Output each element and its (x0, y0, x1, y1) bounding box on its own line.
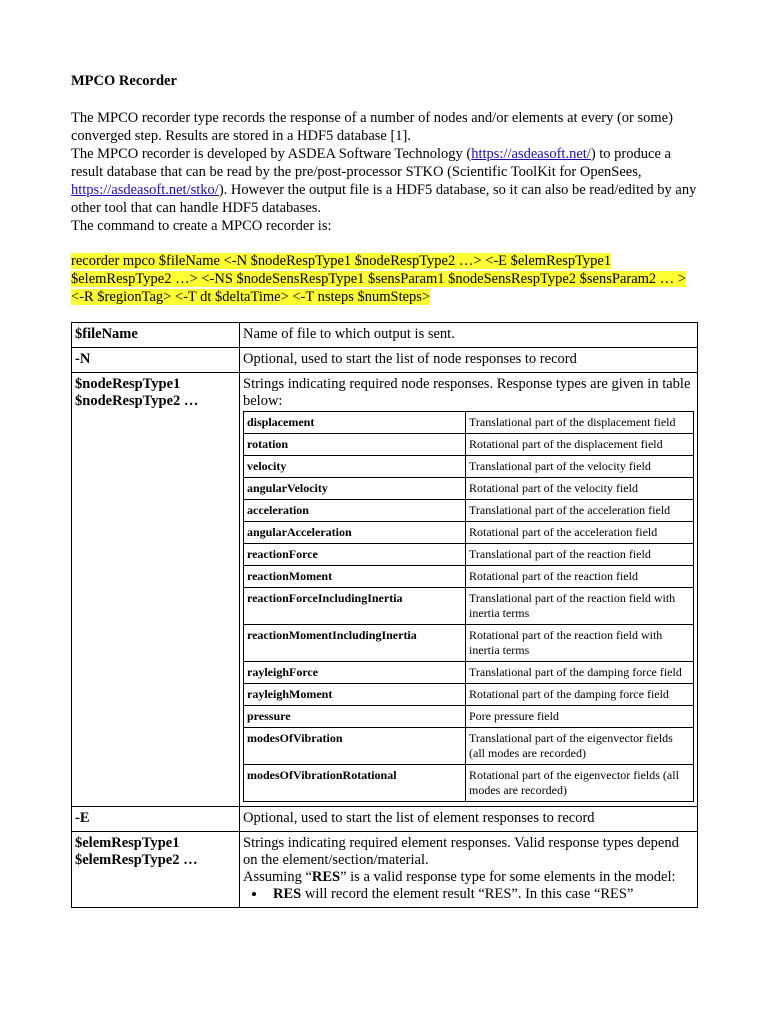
node-response-row (244, 728, 694, 765)
node-response-desc: Rotational part of the acceleration field (466, 522, 694, 544)
node-response-desc: Translational part of the acceleration field (466, 500, 694, 522)
table-row (72, 348, 698, 373)
node-response-desc: Translational part of the reaction field with inertia terms (466, 588, 694, 625)
node-response-name: modesOfVibrationRotational (244, 765, 466, 802)
table-row (72, 807, 698, 832)
intro-text (71, 109, 699, 235)
arg-desc-text: Strings indicating required node responses. Response types are given in table below: (243, 376, 691, 409)
node-response-desc: Rotational part of the reaction field (466, 566, 694, 588)
arg-name (72, 832, 240, 908)
node-response-row (244, 456, 694, 478)
intro-paragraph-3: The command to create a MPCO recorder is: (71, 218, 332, 234)
node-response-row (244, 522, 694, 544)
node-response-name: modesOfVibration (244, 728, 466, 765)
intro-text-fragment: The MPCO recorder is developed by ASDEA Software Technology ( (71, 146, 472, 162)
arg-name-line: $elemRespType1 (75, 835, 180, 851)
arg-desc: Name of file to which output is sent. (240, 323, 698, 348)
page-title: MPCO Recorder (71, 73, 177, 89)
node-response-name: reactionMomentIncludingInertia (244, 625, 466, 662)
table-row (72, 832, 698, 908)
command-syntax (71, 252, 699, 306)
arg-desc: Optional, used to start the list of node responses to record (240, 348, 698, 373)
intro-paragraph-2 (71, 145, 699, 217)
asdea-link[interactable]: https://asdeasoft.net/ (471, 146, 591, 162)
node-response-name: velocity (244, 456, 466, 478)
node-response-row (244, 566, 694, 588)
node-response-row (244, 412, 694, 434)
arg-name-line: $nodeRespType1 (75, 376, 181, 392)
node-response-desc: Rotational part of the eigenvector fields (all modes are recorded) (466, 765, 694, 802)
table-row (72, 323, 698, 348)
node-response-name: rayleighForce (244, 662, 466, 684)
list-item (267, 886, 694, 903)
node-response-row (244, 662, 694, 684)
node-response-desc: Translational part of the displacement field (466, 412, 694, 434)
arg-name: $fileName (72, 323, 240, 348)
node-response-name: rayleighMoment (244, 684, 466, 706)
text-fragment: will record the element result “RES”. In this case “RES” (301, 886, 634, 902)
arg-desc-text: Strings indicating required element responses. Valid response types depend on the element/section/material. (243, 835, 679, 868)
arg-name-line: $elemRespType2 … (75, 852, 198, 868)
node-response-desc: Translational part of the reaction field (466, 544, 694, 566)
arg-desc-text (243, 869, 694, 886)
intro-text-fragment: ). However the output file is a HDF5 database, so it can also be read/edited by any other tool that can handle HDF5 databases. (71, 182, 697, 216)
node-response-name: reactionForce (244, 544, 466, 566)
bullet-list (243, 886, 694, 903)
arg-desc (240, 373, 698, 807)
node-response-name: reactionMoment (244, 566, 466, 588)
table-row (72, 373, 698, 807)
node-response-name: pressure (244, 706, 466, 728)
node-response-desc: Translational part of the velocity field (466, 456, 694, 478)
node-response-row (244, 765, 694, 802)
node-response-desc: Rotational part of the velocity field (466, 478, 694, 500)
node-response-row (244, 434, 694, 456)
node-response-row (244, 684, 694, 706)
node-response-row (244, 706, 694, 728)
node-response-desc: Translational part of the eigenvector fields (all modes are recorded) (466, 728, 694, 765)
arg-name: -N (72, 348, 240, 373)
arguments-table (71, 322, 698, 908)
node-response-desc: Rotational part of the damping force field (466, 684, 694, 706)
node-responses-table (243, 411, 694, 802)
node-response-desc: Pore pressure field (466, 706, 694, 728)
node-response-row (244, 588, 694, 625)
arg-name (72, 373, 240, 807)
node-response-name: reactionForceIncludingInertia (244, 588, 466, 625)
node-response-name: acceleration (244, 500, 466, 522)
command-highlight: recorder mpco $fileName <-N $nodeRespType1 $nodeRespType2 …> <-E $elemRespType1 $elemRespType2 …> <-NS $nodeSensRespType1 $sensParam1 $nodeSensRespType2 $sensParam2 … > <-R $regionTag> <-T dt $deltaTime> <-T nsteps $numSteps> (71, 253, 687, 305)
arg-desc (240, 832, 698, 908)
text-fragment-bold: RES (311, 869, 341, 885)
node-response-name: angularVelocity (244, 478, 466, 500)
node-response-row (244, 478, 694, 500)
node-response-row (244, 625, 694, 662)
node-response-name: angularAcceleration (244, 522, 466, 544)
text-fragment: ” is a valid response type for some elements in the model: (340, 869, 676, 885)
node-response-desc: Rotational part of the displacement field (466, 434, 694, 456)
text-fragment-bold: RES (273, 886, 302, 902)
arg-name: -E (72, 807, 240, 832)
intro-text-fragment: ) to produce a result database that can be read by the pre/post-processor STKO (Scientific ToolKit for OpenSees, (71, 146, 671, 180)
node-response-row (244, 544, 694, 566)
intro-paragraph-1: The MPCO recorder type records the response of a number of nodes and/or elements at every (or some) converged step. Results are stored in a HDF5 database [1]. (71, 110, 673, 144)
arg-desc: Optional, used to start the list of element responses to record (240, 807, 698, 832)
text-fragment: Assuming “ (243, 869, 312, 885)
node-response-name: displacement (244, 412, 466, 434)
node-response-desc: Rotational part of the reaction field with inertia terms (466, 625, 694, 662)
node-response-desc: Translational part of the damping force field (466, 662, 694, 684)
arg-name-line: $nodeRespType2 … (75, 393, 199, 409)
node-response-row (244, 500, 694, 522)
stko-link[interactable]: https://asdeasoft.net/stko/ (71, 182, 219, 198)
node-response-name: rotation (244, 434, 466, 456)
